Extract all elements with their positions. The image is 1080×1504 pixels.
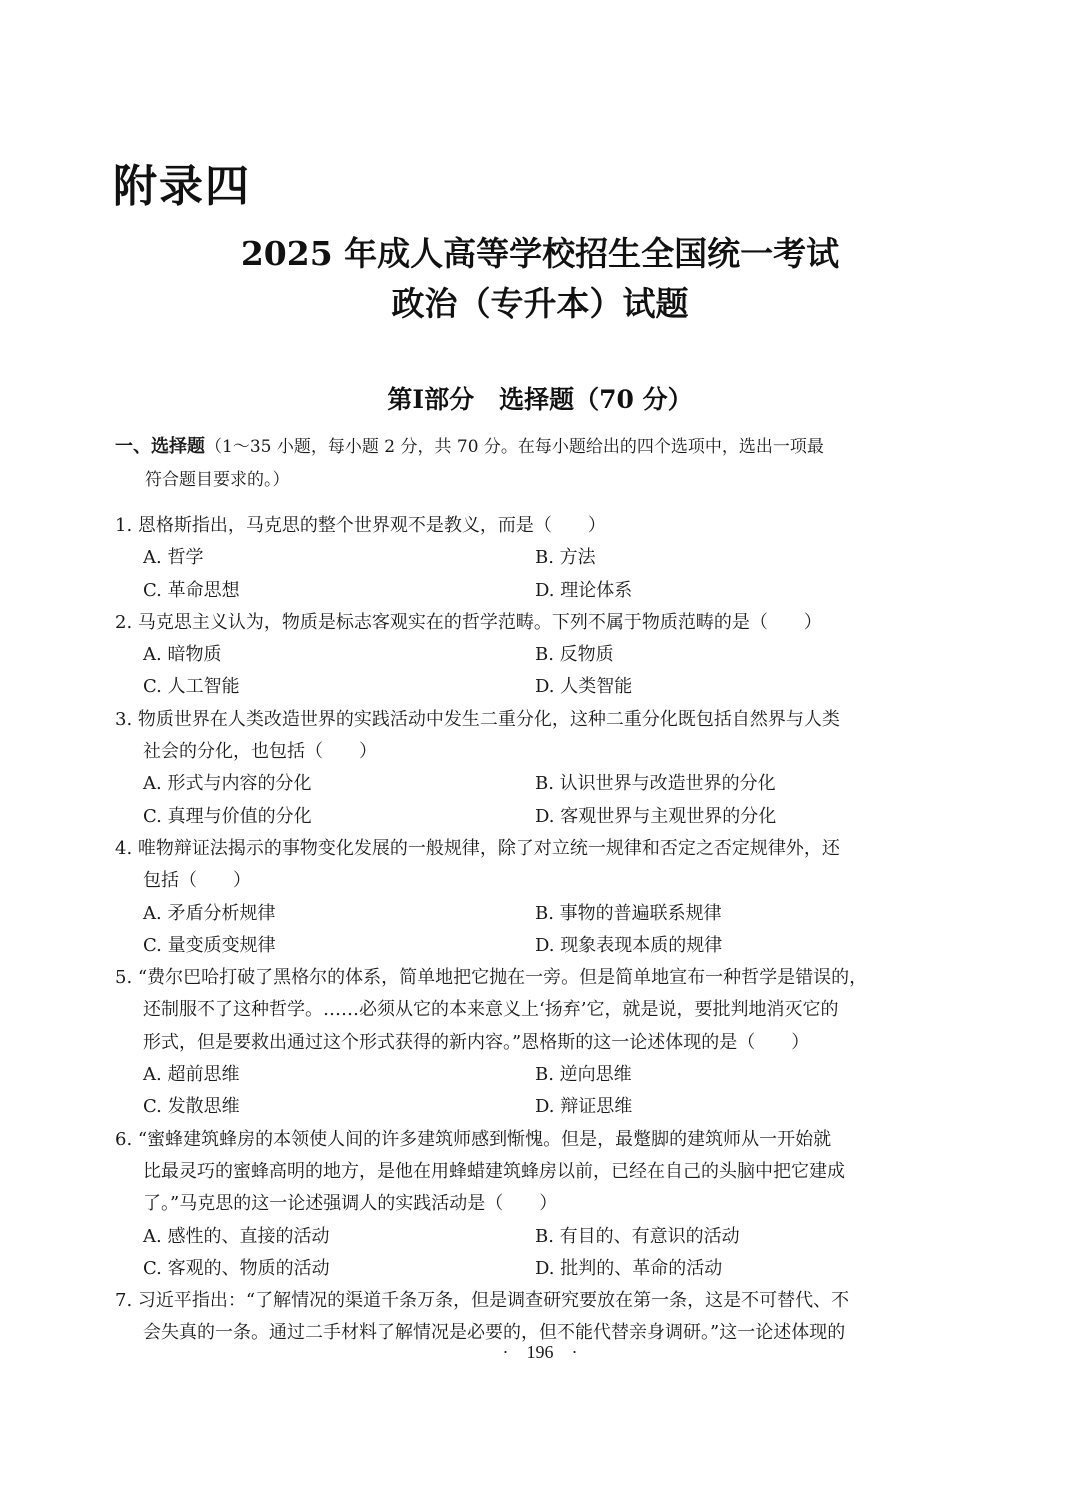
question-6 (115, 1124, 975, 1285)
exam-title-line1: 2025 年成人高等学校招生全国统一考试 (240, 234, 840, 273)
answer-option: C. 发散思维 (143, 1096, 240, 1118)
question-stem-line: 还制服不了这种哲学。……必须从它的本来意义上‘扬弃’它，就是说，要批判地消灭它的 (143, 999, 839, 1021)
question-stem-line: 7. 习近平指出：“了解情况的渠道千条万条，但是调查研究要放在第一条，这是不可替代、不 (115, 1290, 850, 1312)
question-stem-line: 1. 恩格斯指出，马克思的整个世界观不是教义，而是（ ） (115, 515, 606, 536)
answer-option: B. 方法 (535, 547, 596, 569)
answer-option: A. 哲学 (143, 547, 204, 569)
question-stem-line: 了。”马克思的这一论述强调人的实践活动是（ ） (143, 1193, 558, 1215)
answer-option: C. 客观的、物质的活动 (143, 1257, 330, 1279)
option-row (115, 542, 975, 574)
instructions-text-cont: 符合题目要求的。） (145, 470, 290, 490)
question-stem-line: 比最灵巧的蜜蜂高明的地方，是他在用蜂蜡建筑蜂房以前，已经在自己的头脑中把它建成 (143, 1160, 845, 1182)
question-2 (115, 607, 975, 704)
answer-option: C. 真理与价值的分化 (143, 805, 312, 827)
answer-option: C. 量变质变规律 (143, 934, 276, 956)
question-list (115, 510, 975, 1350)
question-1 (115, 510, 975, 607)
option-row (115, 639, 975, 671)
answer-option: C. 人工智能 (143, 676, 240, 698)
option-row (115, 575, 975, 607)
answer-option: A. 超前思维 (143, 1064, 240, 1086)
answer-option: A. 形式与内容的分化 (143, 773, 312, 795)
answer-option: B. 事物的普遍联系规律 (535, 902, 722, 924)
answer-option: A. 暗物质 (143, 644, 222, 666)
option-row (115, 671, 975, 703)
answer-option: A. 矛盾分析规律 (143, 902, 276, 924)
answer-option: D. 现象表现本质的规律 (535, 934, 723, 956)
option-row (115, 1221, 975, 1253)
answer-option: D. 辩证思维 (535, 1096, 633, 1118)
answer-option: A. 感性的、直接的活动 (143, 1225, 330, 1247)
option-row (115, 1091, 975, 1123)
instructions-lead: 一、选择题 (115, 436, 205, 457)
answer-option: B. 反物质 (535, 644, 614, 666)
question-3 (115, 704, 975, 833)
option-row (115, 1253, 975, 1285)
instructions (115, 430, 975, 497)
option-row (115, 801, 975, 833)
option-row (115, 1059, 975, 1091)
question-stem-line: 6. “蜜蜂建筑蜂房的本领使人间的许多建筑师感到惭愧。但是，最蹩脚的建筑师从一开始就 (115, 1128, 832, 1150)
question-stem-line: 会失真的一条。通过二手材料了解情况是必要的，但不能代替亲身调研。”这一论述体现的 (143, 1322, 846, 1344)
appendix-title: 附录四 (113, 161, 251, 212)
answer-option: D. 理论体系 (535, 579, 633, 601)
answer-option: B. 逆向思维 (535, 1064, 632, 1086)
option-row (115, 768, 975, 800)
answer-option: B. 认识世界与改造世界的分化 (535, 773, 776, 795)
page-number: · 196 · (502, 1342, 578, 1362)
question-4 (115, 833, 975, 962)
question-5 (115, 962, 975, 1123)
question-stem-line: 5. “费尔巴哈打破了黑格尔的体系，简单地把它抛在一旁。但是简单地宣布一种哲学是错误的， (115, 967, 868, 989)
answer-option: C. 革命思想 (143, 579, 240, 601)
section-heading: 第Ⅰ部分 选择题（70 分） (387, 385, 693, 414)
answer-option: D. 客观世界与主观世界的分化 (535, 805, 777, 827)
option-row (115, 930, 975, 962)
option-row (115, 898, 975, 930)
question-stem-line: 4. 唯物辩证法揭示的事物变化发展的一般规律，除了对立统一规律和否定之否定规律外，还 (115, 837, 840, 859)
question-stem-line: 社会的分化，也包括（ ） (143, 741, 377, 763)
answer-option: D. 人类智能 (535, 676, 633, 698)
answer-option: B. 有目的、有意识的活动 (535, 1225, 740, 1247)
question-stem-line: 包括（ ） (143, 870, 251, 892)
question-stem-line: 形式，但是要救出通过这个形式获得的新内容。”恩格斯的这一论述体现的是（ ） (143, 1031, 810, 1053)
instructions-text: （1～35 小题，每小题 2 分，共 70 分。在每小题给出的四个选项中，选出一项最 (205, 437, 824, 457)
question-stem-line: 2. 马克思主义认为，物质是标志客观实在的哲学范畴。下列不属于物质范畴的是（ ） (115, 611, 822, 633)
answer-option: D. 批判的、革命的活动 (535, 1257, 723, 1279)
question-stem-line: 3. 物质世界在人类改造世界的实践活动中发生二重分化，这种二重分化既包括自然界与人类 (115, 708, 840, 730)
exam-title-line2: 政治（专升本）试题 (391, 284, 689, 323)
